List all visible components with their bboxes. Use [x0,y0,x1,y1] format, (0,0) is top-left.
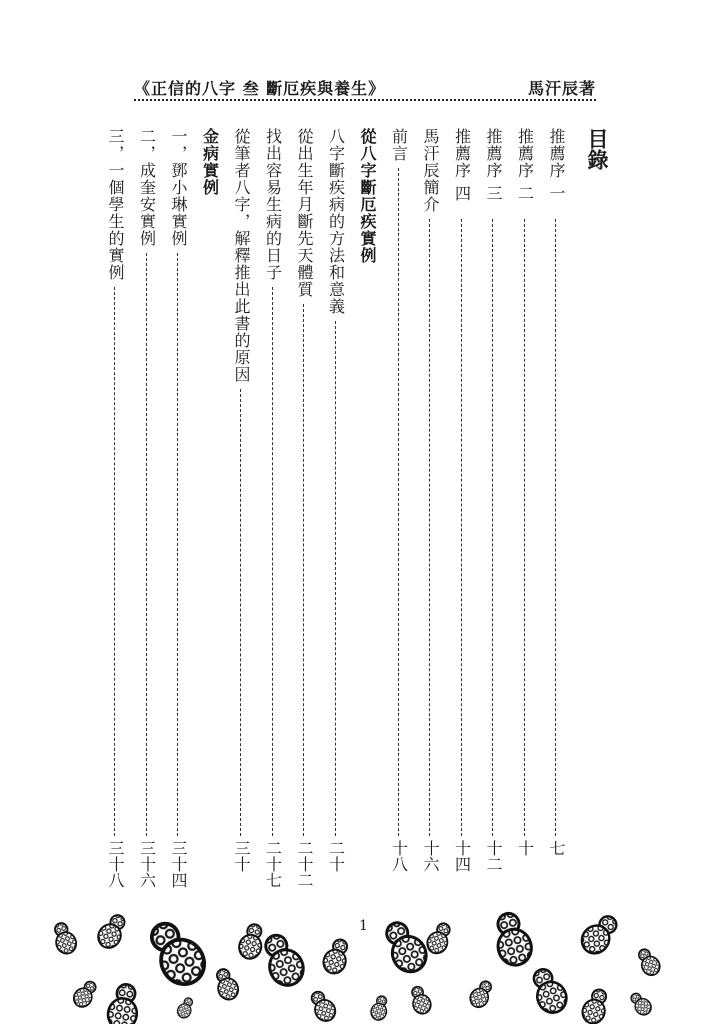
toc-entry-title: 推薦序 一 [547,128,566,203]
toc-heading: 目錄 [585,128,610,170]
toc-entry-title: 一，鄧小琳實例 [169,128,188,247]
toc-entry-title: 馬汗辰簡介 [421,128,440,213]
toc-entry[interactable] [229,128,253,938]
toc-entry-title: 推薦序 二 [515,128,535,203]
toc-dot-leader [398,168,399,836]
toc-page-number: 三十 [232,840,251,872]
toc-entry[interactable] [261,128,285,938]
toc-entry-title: 推薦序 四 [452,128,472,203]
toc-dot-leader [555,219,556,836]
toc-entry-title: 推薦序 三 [484,128,503,203]
toc-dot-leader [429,219,430,836]
toc-dot-leader [272,287,273,836]
page-number: 1 [359,918,368,934]
toc-entry[interactable] [135,128,159,938]
toc-page-number: 十八 [389,840,409,872]
toc-dot-leader [492,219,493,836]
toc-dot-leader [240,389,241,836]
toc-page-number: 十二 [484,840,503,872]
toc-page-number: 十六 [421,840,440,872]
toc-entry[interactable] [544,128,568,938]
toc-dot-leader [461,219,462,836]
toc-page-number: 十 [515,840,535,856]
toc-entry[interactable] [387,128,411,938]
toc-entry[interactable] [292,128,316,938]
toc-entry-title: 從出生年月斷先天體質 [295,128,314,298]
toc-entry[interactable] [166,128,190,938]
toc-page-number: 二十七 [263,840,283,888]
toc-dot-leader [303,304,304,836]
toc-page-number: 三十八 [106,840,125,888]
toc-page-number: 三十六 [137,840,157,888]
gourd-pattern-icon [0,895,724,1024]
toc-entry[interactable] [418,128,442,938]
toc-entry[interactable] [481,128,505,938]
toc-section-heading [355,128,379,938]
toc-page-number: 七 [547,840,566,856]
toc-dot-leader [146,253,147,836]
toc-entry[interactable] [450,128,474,938]
toc-entry-title: 三，一個學生的實例 [106,128,125,281]
toc-dot-leader [177,253,178,836]
toc-entry-title: 前言 [389,128,409,162]
toc-section-title: 從八字斷厄疾實例 [358,128,377,264]
toc-dot-leader [335,321,336,836]
toc-page-number: 三十四 [169,840,188,888]
toc-page-number: 二十二 [295,840,314,888]
toc-entry-title: 從筆者八字，解釋推出此書的原因 [232,128,251,383]
header-rule [134,99,596,101]
toc-page-number: 二十 [326,840,346,872]
toc-entry[interactable] [324,128,348,938]
toc-section-title: 金病實例 [200,128,220,196]
toc-dot-leader [524,219,525,836]
toc-entry[interactable] [103,128,127,938]
toc-entry-title: 二，成奎安實例 [137,128,157,247]
toc-entry[interactable] [513,128,537,938]
toc-section-heading [198,128,222,938]
header-author: 馬汗辰著 [528,79,597,98]
toc-entry-title: 找出容易生病的日子 [263,128,283,281]
toc-dot-leader [114,287,115,836]
toc-entry-title: 八字斷疾病的方法和意義 [326,128,346,315]
header-book-title: 《正信的八字 叁 斷厄疾與養生》 [134,79,386,98]
toc-page-number: 十四 [452,840,472,872]
